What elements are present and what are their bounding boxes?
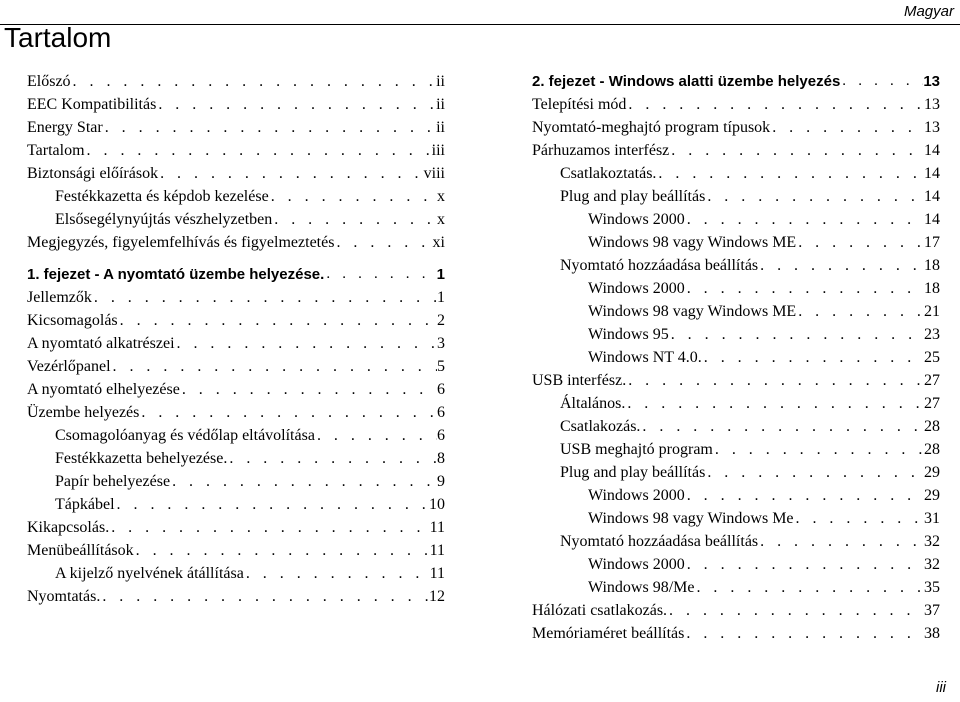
toc-entry-page: 6: [437, 427, 445, 444]
toc-entry[interactable]: [532, 254, 940, 277]
toc-entry-page: 13: [924, 119, 940, 136]
toc-entry-title: Párhuzamos interfész: [532, 142, 670, 159]
dot-leader: [134, 539, 430, 562]
toc-entry[interactable]: [532, 346, 940, 369]
toc-entry-page: 23: [924, 326, 940, 343]
toc-entry-title: Windows 98 vagy Windows ME: [588, 303, 797, 320]
language-label: Magyar: [903, 3, 954, 20]
toc-entry-page: 12: [429, 588, 445, 605]
toc-entry[interactable]: [532, 599, 940, 622]
dot-leader: [103, 116, 436, 139]
dot-leader: [685, 277, 924, 300]
dot-leader: [175, 332, 437, 355]
dot-leader: [156, 93, 436, 116]
toc-entry-title: Tápkábel: [55, 496, 115, 513]
toc-entry-title: Nyomtató hozzáadása beállítás: [560, 533, 759, 550]
toc-entry-title: Festékkazetta és képdob kezelése: [55, 188, 269, 205]
toc-entry-page: 2: [437, 312, 445, 329]
toc-entry-page: 14: [924, 211, 940, 228]
toc-entry-title: Windows 2000: [588, 280, 685, 297]
toc-entry-title: Nyomtatás.: [27, 588, 101, 605]
toc-entry-title: Telepítési mód: [532, 96, 627, 113]
toc-entry-page: 37: [924, 602, 940, 619]
dot-leader: [796, 231, 924, 254]
toc-entry[interactable]: [532, 438, 940, 461]
dot-leader: [111, 355, 437, 378]
toc-entry-page: 3: [437, 335, 445, 352]
toc-entry[interactable]: [532, 93, 940, 116]
dot-leader: [272, 208, 437, 231]
dot-leader: [118, 309, 437, 332]
toc-entry-page: 32: [924, 533, 940, 550]
dot-leader: [685, 484, 924, 507]
toc-entry-page: viii: [423, 165, 445, 182]
toc-entry[interactable]: [532, 530, 940, 553]
toc-entry-title: Hálózati csatlakozás.: [532, 602, 668, 619]
toc-entry-title: Nyomtató hozzáadása beállítás: [560, 257, 759, 274]
dot-leader: [684, 622, 924, 645]
toc-entry[interactable]: [27, 493, 445, 516]
toc-entry-page: 14: [924, 142, 940, 159]
toc-entry[interactable]: [27, 585, 445, 608]
toc-entry-page: 14: [924, 188, 940, 205]
toc-entry[interactable]: [532, 116, 940, 139]
toc-entry-title: Előszó: [27, 73, 71, 90]
toc-entry[interactable]: [27, 208, 445, 231]
toc-entry[interactable]: [532, 70, 940, 93]
toc-entry[interactable]: [532, 415, 940, 438]
dot-leader: [158, 162, 424, 185]
dot-leader: [840, 70, 923, 93]
toc-entry[interactable]: [27, 401, 445, 424]
toc-entry-title: Csatlakozás.: [560, 418, 641, 435]
dot-leader: [324, 263, 436, 286]
toc-entry-title: Elsősegélynyújtás vészhelyzetben: [55, 211, 273, 228]
toc-entry[interactable]: [27, 355, 445, 378]
toc-entry-page: 5: [437, 358, 445, 375]
toc-entry-title: USB interfész.: [532, 372, 627, 389]
dot-leader: [705, 461, 924, 484]
toc-entry-page: 1: [436, 266, 445, 283]
dot-leader: [625, 392, 924, 415]
toc-entry-title: EEC Kompatibilitás: [27, 96, 157, 113]
dot-leader: [100, 585, 429, 608]
dot-leader: [694, 576, 924, 599]
toc-entry[interactable]: [27, 378, 445, 401]
dot-leader: [685, 208, 924, 231]
dot-leader: [713, 438, 924, 461]
toc-entry-page: 8: [437, 450, 445, 467]
toc-entry[interactable]: [27, 93, 445, 116]
toc-entry-page: 6: [437, 381, 445, 398]
toc-entry-page: 32: [924, 556, 940, 573]
toc-entry-title: A kijelző nyelvének átállítása: [55, 565, 244, 582]
toc-entry-title: Biztonsági előírások: [27, 165, 159, 182]
dot-leader: [227, 447, 437, 470]
toc-entry[interactable]: [27, 185, 445, 208]
toc-entry-title: Windows 2000: [588, 556, 685, 573]
toc-entry[interactable]: [27, 139, 445, 162]
toc-entry[interactable]: [532, 185, 940, 208]
dot-leader: [702, 346, 924, 369]
toc-entry[interactable]: [27, 162, 445, 185]
toc-entry[interactable]: [27, 562, 445, 585]
toc-entry-title: Windows 2000: [588, 211, 685, 228]
dot-leader: [244, 562, 430, 585]
dot-leader: [656, 162, 924, 185]
toc-entry-page: x: [437, 188, 445, 205]
dot-leader: [667, 599, 924, 622]
toc-entry-title: A nyomtató elhelyezése: [27, 381, 180, 398]
toc-entry-page: 11: [429, 565, 445, 582]
toc-entry[interactable]: [27, 539, 445, 562]
dot-leader: [796, 300, 924, 323]
toc-entry-title: Windows 98 vagy Windows ME: [588, 234, 797, 251]
dot-leader: [794, 507, 924, 530]
dot-leader: [626, 93, 924, 116]
toc-entry-page: 28: [924, 441, 940, 458]
toc-entry-title: A nyomtató alkatrészei: [27, 335, 175, 352]
toc-entry-title: Csatlakoztatás.: [560, 165, 657, 182]
toc-entry-page: 18: [924, 257, 940, 274]
toc-entry[interactable]: [27, 516, 445, 539]
toc-entry-page: xi: [432, 234, 445, 251]
toc-entry[interactable]: [27, 424, 445, 447]
toc-entry-title: Memóriaméret beállítás: [532, 625, 685, 642]
toc-entry-title: Festékkazetta behelyezése.: [55, 450, 228, 467]
toc-entry[interactable]: [532, 461, 940, 484]
toc-entry-page: 25: [924, 349, 940, 366]
toc-entry[interactable]: [532, 369, 940, 392]
toc-entry-title: Windows 2000: [588, 487, 685, 504]
toc-entry-page: 6: [437, 404, 445, 421]
toc-entry-page: 9: [437, 473, 445, 490]
dot-leader: [115, 493, 429, 516]
toc-entry-page: 27: [924, 372, 940, 389]
dot-leader: [71, 70, 437, 93]
toc-entry[interactable]: [532, 507, 940, 530]
toc-entry-page: 1: [437, 289, 445, 306]
toc-entry-page: 17: [924, 234, 940, 251]
toc-entry[interactable]: [532, 553, 940, 576]
toc-entry[interactable]: [27, 470, 445, 493]
toc-entry[interactable]: [532, 392, 940, 415]
toc-entry[interactable]: [532, 300, 940, 323]
toc-entry-title: Kicsomagolás: [27, 312, 118, 329]
page-title: Tartalom: [4, 22, 112, 53]
toc-entry[interactable]: [27, 447, 445, 470]
toc-entry-title: Általános.: [560, 395, 626, 412]
toc-entry-page: 27: [924, 395, 940, 412]
toc-column-left: [27, 70, 445, 608]
toc-entry-title: Papír behelyezése: [55, 473, 171, 490]
toc-entry-title: 1. fejezet - A nyomtató üzembe helyezése.: [27, 266, 325, 283]
toc-entry-page: 28: [924, 418, 940, 435]
toc-entry-page: 11: [429, 519, 445, 536]
dot-leader: [640, 415, 924, 438]
toc-entry[interactable]: [532, 622, 940, 645]
toc-entry-title: Energy Star: [27, 119, 103, 136]
toc-entry-title: Nyomtató-meghajtó program típusok: [532, 119, 771, 136]
toc-entry[interactable]: [27, 309, 445, 332]
toc-column-right: [532, 70, 940, 645]
toc-entry[interactable]: [532, 323, 940, 346]
toc-entry-page: 35: [924, 579, 940, 596]
dot-leader: [669, 139, 924, 162]
toc-entry-title: Üzembe helyezés: [27, 404, 140, 421]
toc-entry-page: x: [437, 211, 445, 228]
dot-leader: [139, 401, 437, 424]
toc-entry-title: Menübeállítások: [27, 542, 134, 559]
toc-entry-page: 14: [924, 165, 940, 182]
toc-entry[interactable]: [27, 332, 445, 355]
dot-leader: [626, 369, 924, 392]
dot-leader: [85, 139, 432, 162]
toc-entry[interactable]: [27, 231, 445, 254]
toc-entry-title: 2. fejezet - Windows alatti üzembe helyezés: [532, 73, 841, 90]
dot-leader: [92, 286, 437, 309]
toc-entry-title: Windows NT 4.0.: [588, 349, 702, 366]
toc-entry-title: Windows 98/Me: [588, 579, 695, 596]
toc-entry-title: Tartalom: [27, 142, 85, 159]
toc-entry-page: 10: [429, 496, 445, 513]
toc-entry[interactable]: [27, 286, 445, 309]
dot-leader: [669, 323, 924, 346]
toc-entry-page: 29: [924, 464, 940, 481]
dot-leader: [269, 185, 437, 208]
dot-leader: [334, 231, 432, 254]
dot-leader: [758, 530, 924, 553]
dot-leader: [770, 116, 924, 139]
toc-entry-title: USB meghajtó program: [560, 441, 713, 458]
toc-entry-title: Plug and play beállítás: [560, 464, 706, 481]
toc-entry-page: 38: [924, 625, 940, 642]
toc-entry[interactable]: [27, 116, 445, 139]
toc-entry-title: Plug and play beállítás: [560, 188, 706, 205]
toc-entry-title: Jellemzők: [27, 289, 92, 306]
toc-entry-page: 21: [924, 303, 940, 320]
toc-entry-page: ii: [436, 96, 445, 113]
toc-entry[interactable]: [27, 263, 445, 286]
toc-entry-page: 29: [924, 487, 940, 504]
toc-entry-page: iii: [431, 142, 445, 159]
header-rule: [0, 24, 960, 25]
toc-entry[interactable]: [532, 231, 940, 254]
dot-leader: [109, 516, 429, 539]
page-number: iii: [936, 679, 946, 696]
toc-entry[interactable]: [532, 139, 940, 162]
dot-leader: [705, 185, 924, 208]
toc-entry-title: Windows 95: [588, 326, 669, 343]
toc-entry[interactable]: [532, 484, 940, 507]
dot-leader: [758, 254, 924, 277]
toc-entry[interactable]: [532, 576, 940, 599]
toc-entry-title: Vezérlőpanel: [27, 358, 111, 375]
toc-entry-page: ii: [436, 73, 445, 90]
toc-entry[interactable]: [532, 208, 940, 231]
dot-leader: [180, 378, 437, 401]
toc-entry[interactable]: [532, 162, 940, 185]
toc-entry[interactable]: [27, 70, 445, 93]
toc-entry-page: 11: [429, 542, 445, 559]
toc-entry[interactable]: [532, 277, 940, 300]
toc-entry-title: Csomagolóanyag és védőlap eltávolítása: [55, 427, 315, 444]
toc-entry-page: 18: [924, 280, 940, 297]
toc-entry-page: 31: [924, 510, 940, 527]
dot-leader: [170, 470, 437, 493]
toc-entry-page: 13: [923, 73, 940, 90]
toc-entry-page: 13: [924, 96, 940, 113]
toc-entry-page: ii: [436, 119, 445, 136]
toc-entry-title: Kikapcsolás.: [27, 519, 110, 536]
dot-leader: [315, 424, 437, 447]
toc-entry-title: Windows 98 vagy Windows Me: [588, 510, 794, 527]
dot-leader: [685, 553, 924, 576]
toc-entry-title: Megjegyzés, figyelemfelhívás és figyelmeztetés: [27, 234, 335, 251]
